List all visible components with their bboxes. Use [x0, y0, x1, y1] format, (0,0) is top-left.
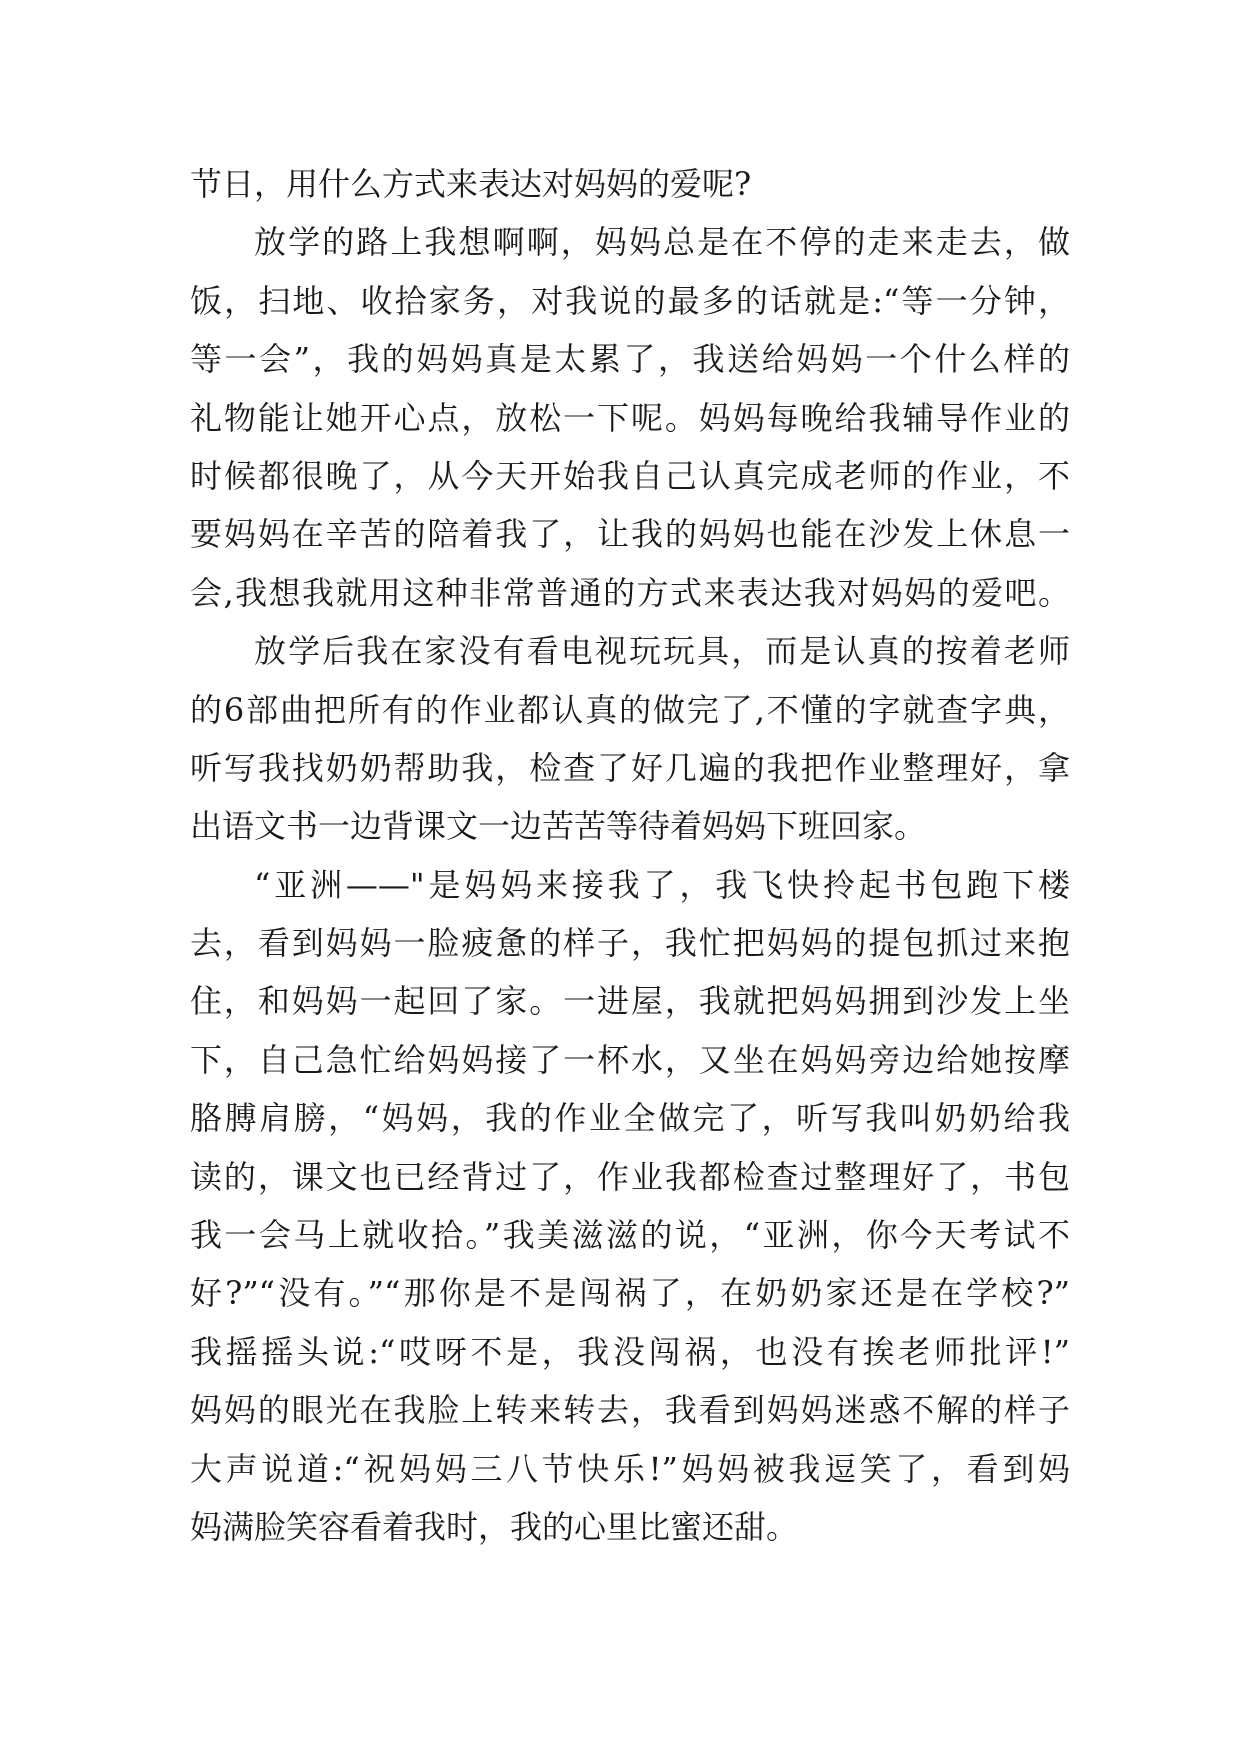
text-line: 胳膊肩膀，“妈妈，我的作业全做完了，听写我叫奶奶给我: [190, 1099, 1070, 1138]
paragraph-first-line: 放学的路上我想啊啊，妈妈总是在不停的走来走去，做: [254, 223, 1070, 262]
text-line: 我摇摇头说:“哎呀不是，我没闯祸，也没有挨老师批评!”: [190, 1332, 1070, 1371]
text-line: 读的，课文也已经背过了，作业我都检查过整理好了，书包: [190, 1157, 1070, 1196]
paragraph-first-line: 放学后我在家没有看电视玩玩具，而是认真的按着老师: [254, 632, 1070, 671]
text-line: 下，自己急忙给妈妈接了一杯水，又坐在妈妈旁边给她按摩: [190, 1040, 1070, 1079]
text-line: 饭，扫地、收拾家务，对我说的最多的话就是:“等一分钟，: [190, 281, 1070, 320]
text-line: 出语文书一边背课文一边苦苦等待着妈妈下班回家。: [190, 807, 927, 846]
text-line: 好?”“没有。”“那你是不是闯祸了，在奶奶家还是在学校?”: [190, 1274, 1070, 1313]
text-line: 去，看到妈妈一脸疲惫的样子，我忙把妈妈的提包抓过来抱: [190, 924, 1070, 963]
text-line: 礼物能让她开心点，放松一下呢。妈妈每晚给我辅导作业的: [190, 398, 1070, 437]
text-line: 会,我想我就用这种非常普通的方式来表达我对妈妈的爱吧。: [190, 573, 1070, 612]
text-line: 我一会马上就收拾。”我美滋滋的说，“亚洲，你今天考试不: [190, 1216, 1070, 1255]
paragraph-first-line: “亚洲——"是妈妈来接我了，我飞快拎起书包跑下楼: [254, 865, 1070, 904]
text-line: 听写我找奶奶帮助我，检查了好几遍的我把作业整理好，拿: [190, 748, 1070, 787]
essay-body: [190, 155, 1070, 1556]
text-line: 节日，用什么方式来表达对妈妈的爱呢?: [190, 165, 752, 203]
text-line: 要妈妈在辛苦的陪着我了，让我的妈妈也能在沙发上休息一: [190, 515, 1070, 554]
text-line: 妈满脸笑容看着我时，我的心里比蜜还甜。: [190, 1507, 799, 1546]
text-line: 等一会”，我的妈妈真是太累了，我送给妈妈一个什么样的: [190, 340, 1070, 379]
text-line: 住，和妈妈一起回了家。一进屋，我就把妈妈拥到沙发上坐: [190, 982, 1070, 1021]
text-line: 时候都很晚了，从今天开始我自己认真完成老师的作业，不: [190, 456, 1070, 495]
text-line: 的6部曲把所有的作业都认真的做完了,不懂的字就查字典，: [190, 690, 1070, 729]
text-line: 大声说道:“祝妈妈三八节快乐!”妈妈被我逗笑了，看到妈: [190, 1449, 1070, 1488]
text-line: 妈妈的眼光在我脸上转来转去，我看到妈妈迷惑不解的样子: [190, 1391, 1070, 1430]
